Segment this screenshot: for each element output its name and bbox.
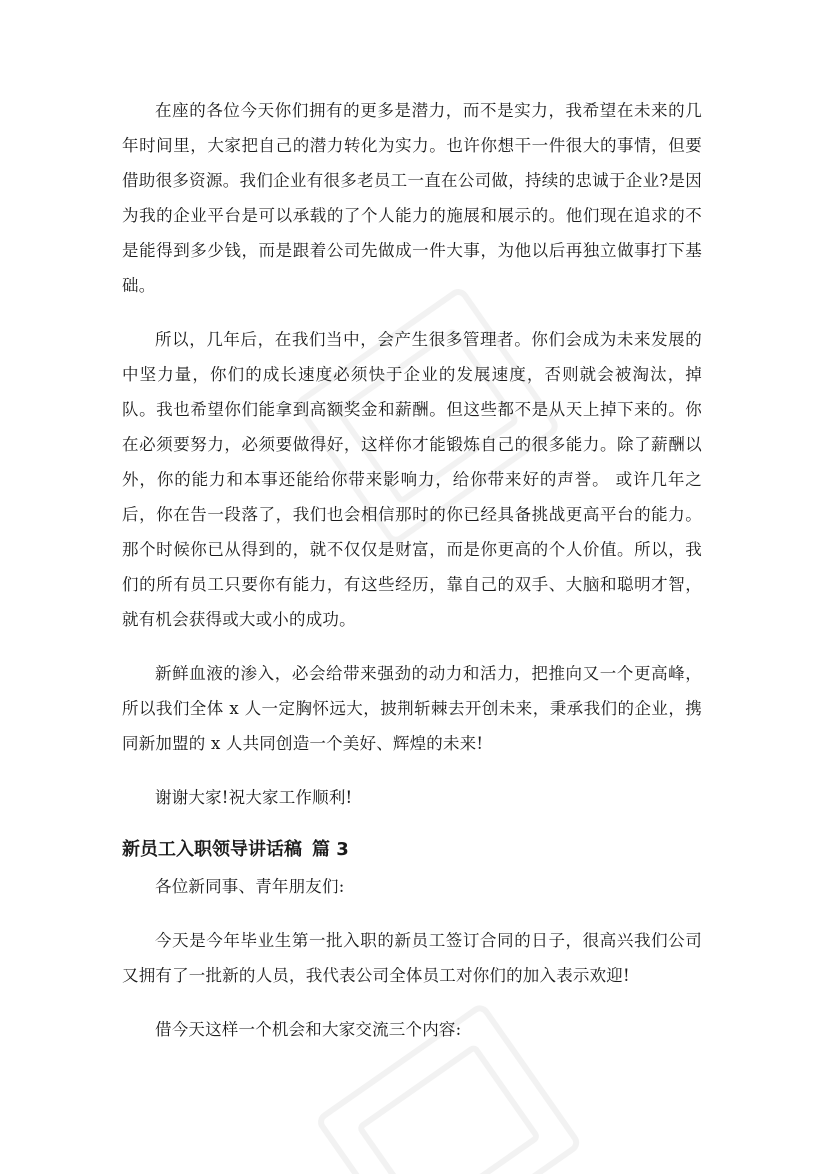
section-title: 新员工入职领导讲话稿 bbox=[122, 839, 302, 860]
paragraph-greeting: 各位新同事、青年朋友们: bbox=[155, 877, 345, 896]
paragraph-new-blood: 新鲜血液的渗入，必会给带来强劲的动力和活力，把推向又一个更高峰，所以我们全体 x 人一定胸怀远大，披荆斩棘去开创未来，秉承我们的企业，携同新加盟的 x 人共同创造一个美好、辉煌的未来! bbox=[122, 664, 702, 753]
paragraph-welcome: 今天是今年毕业生第一批入职的新员工签订合同的日子，很高兴我们公司又拥有了一批新的人员，我代表公司全体员工对你们的加入表示欢迎! bbox=[122, 931, 702, 985]
paragraph-potential: 在座的各位今天你们拥有的更多是潜力，而不是实力，我希望在未来的几年时间里，大家把自己的潜力转化为实力。也许你想干一件很大的事情，但要借助很多资源。我们企业有很多老员工一直在公司做，持续的忠诚于企业?是因为我的企业平台是可以承载的了个人能力的施展和展示的。他们现在追求的不是能得到多少钱，而是跟着公司先做成一件大事，为他以后再独立做事打下基础。 bbox=[122, 101, 702, 295]
document-body bbox=[122, 93, 702, 1066]
paragraph-managers: 所以，几年后，在我们当中，会产生很多管理者。你们会成为未来发展的中坚力量，你们的成长速度必须快于企业的发展速度，否则就会被淘汰，掉队。我也希望你们能拿到高额奖金和薪酬。但这些都不是从天上掉下来的。你在必须要努力，必须要做得好，这样你才能锻炼自己的很多能力。除了薪酬以外，你的能力和本事还能给你带来影响力，给你带来好的声誉。 或许几年之后，你在告一段落了，我们也会相信那时的你已经具备挑战更高平台的能力。那个时候你已从得到的，就不仅仅是财富，而是你更高的个人价值。所以，我们的所有员工只要你有能力，有这些经历，靠自己的双手、大脑和聪明才智，就有机会获得或大或小的成功。 bbox=[122, 330, 702, 629]
paragraph-topics: 借今天这样一个机会和大家交流三个内容: bbox=[155, 1020, 462, 1039]
paragraph-thanks: 谢谢大家!祝大家工作顺利! bbox=[155, 788, 353, 807]
section-part: 篇 3 bbox=[312, 839, 349, 860]
section-heading bbox=[122, 835, 702, 865]
